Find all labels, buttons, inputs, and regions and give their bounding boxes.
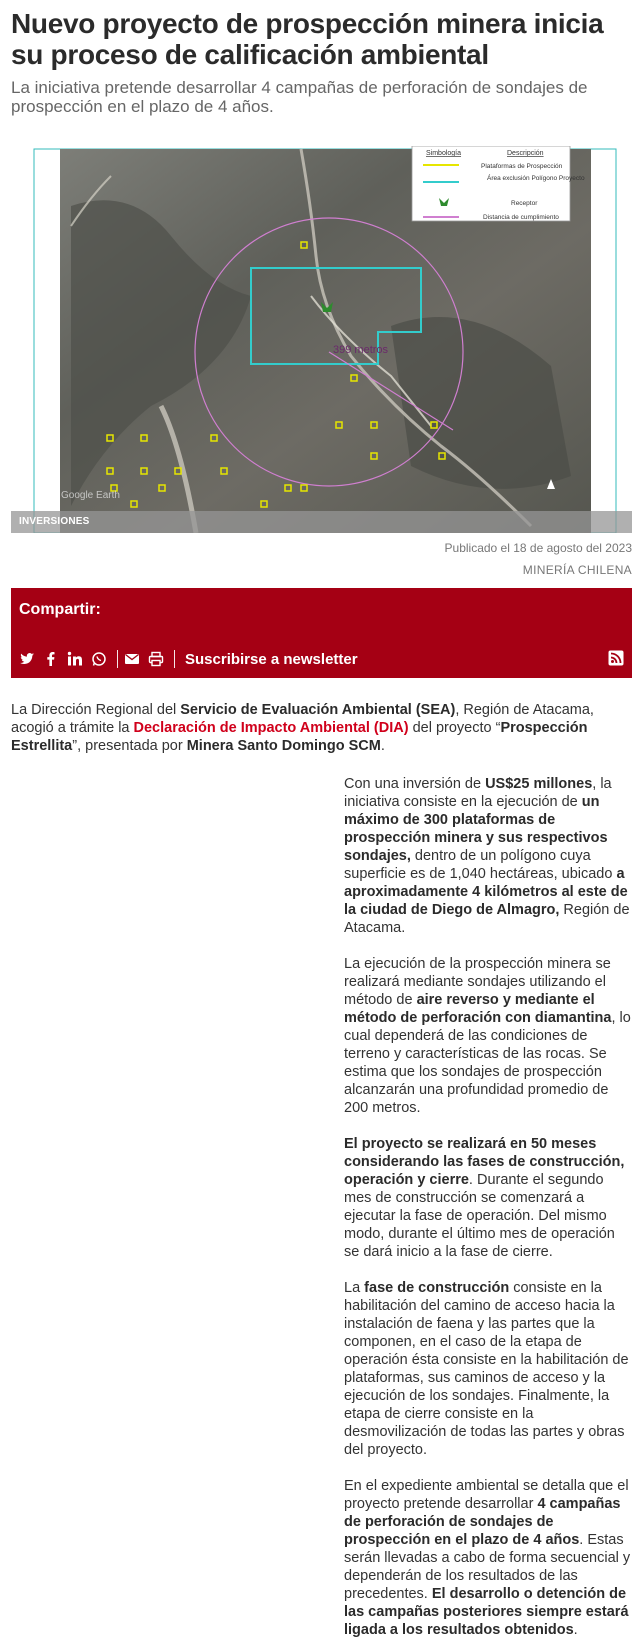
distance-label: 399 metros bbox=[333, 344, 389, 356]
facebook-icon[interactable] bbox=[43, 651, 59, 667]
share-bar bbox=[11, 588, 632, 678]
svg-text:Receptor: Receptor bbox=[511, 200, 538, 207]
hero-image[interactable] bbox=[11, 146, 632, 533]
rss-icon[interactable] bbox=[608, 650, 624, 666]
svg-text:Distancia de cumplimiento: Distancia de cumplimiento bbox=[483, 214, 559, 221]
watermark: Google Earth bbox=[61, 490, 120, 501]
publish-date: Publicado el 18 de agosto del 2023 bbox=[444, 541, 632, 555]
divider bbox=[174, 650, 175, 668]
article-subtitle: La iniciativa pretende desarrollar 4 campañas de perforación de sondajes de prospección en el plazo de 4 años. bbox=[11, 78, 588, 116]
category-badge[interactable]: INVERSIONES bbox=[11, 511, 632, 533]
print-icon[interactable] bbox=[148, 651, 164, 667]
source-label: MINERÍA CHILENA bbox=[522, 563, 632, 577]
newsletter-link[interactable]: Suscribirse a newsletter bbox=[185, 650, 358, 668]
map-legend bbox=[412, 146, 570, 221]
linkedin-icon[interactable] bbox=[67, 651, 83, 667]
satellite-map bbox=[11, 146, 632, 533]
intro-paragraph: La Dirección Regional del Servicio de Evaluación Ambiental (SEA), Región de Atacama, acogió a trámite la Declaración de Impacto Ambiental (DIA) del proyecto “Prospección Estrellita”, presentada por Minera Santo Domingo SCM. bbox=[11, 702, 594, 754]
paragraph-campaigns: En el expediente ambiental se detalla que el proyecto pretende desarrollar 4 campañas de perforación de sondajes de prospección en el plazo de 4 años. Estas serán llevadas a cabo de forma secuencial y dependerán de los resultados de las precedentes. El desarrollo o detención de las campañas posteriores siempre estará ligada a los resultados obtenidos. bbox=[344, 1478, 631, 1638]
share-title: Compartir: bbox=[19, 601, 101, 618]
svg-text:Área exclusión Polígono Proyec: Área exclusión Polígono Proyecto bbox=[487, 175, 585, 182]
article-title: Nuevo proyecto de prospección minera inicia su proceso de calificación ambiental bbox=[11, 8, 604, 70]
divider bbox=[117, 650, 118, 668]
email-icon[interactable] bbox=[124, 651, 140, 667]
svg-text:Simbología: Simbología bbox=[426, 150, 462, 157]
article-body-column bbox=[344, 775, 632, 1646]
svg-text:Plataformas de Prospección: Plataformas de Prospección bbox=[481, 163, 563, 170]
paragraph-method: La ejecución de la prospección minera se realizará mediante sondajes utilizando el método de aire reverso y mediante el método de perforación con diamantina, lo cual dependerá de las condiciones de terreno y características de las rocas. Se estima que los sondajes de prospección alcanzarán una profundidad promedio de 200 metros. bbox=[344, 956, 631, 1116]
dia-link[interactable]: Declaración de Impacto Ambiental (DIA) bbox=[133, 720, 409, 736]
twitter-icon[interactable] bbox=[19, 651, 35, 667]
paragraph-phases: El proyecto se realizará en 50 meses considerando las fases de construcción, operación y cierre. Durante el segundo mes de construcción se comenzará a ejecutar la fase de operación. Del mismo modo, durante el último mes de operación se dará inicio a la fase de cierre. bbox=[344, 1136, 625, 1260]
svg-text:Descripción: Descripción bbox=[507, 150, 544, 157]
whatsapp-icon[interactable] bbox=[91, 651, 107, 667]
paragraph-investment: Con una inversión de US$25 millones, la iniciativa consiste en la ejecución de un máximo de 300 plataformas de prospección minera y sus respectivos sondajes, dentro de un polígono cuya superficie es de 1,040 hectáreas, ubicado a aproximadamente 4 kilómetros al este de la ciudad de Diego de Almagro, Región de Atacama. bbox=[344, 776, 630, 936]
paragraph-construction: La fase de construcción consiste en la habilitación del camino de acceso hacia la instalación de faena y las partes que la componen, en el caso de la etapa de operación ésta consiste en la habilitación de plataformas, sus caminos de acceso y la ejecución de los sondajes. Finalmente, la etapa de cierre consiste en la desmovilización de todas las partes y obras del proyecto. bbox=[344, 1280, 629, 1458]
